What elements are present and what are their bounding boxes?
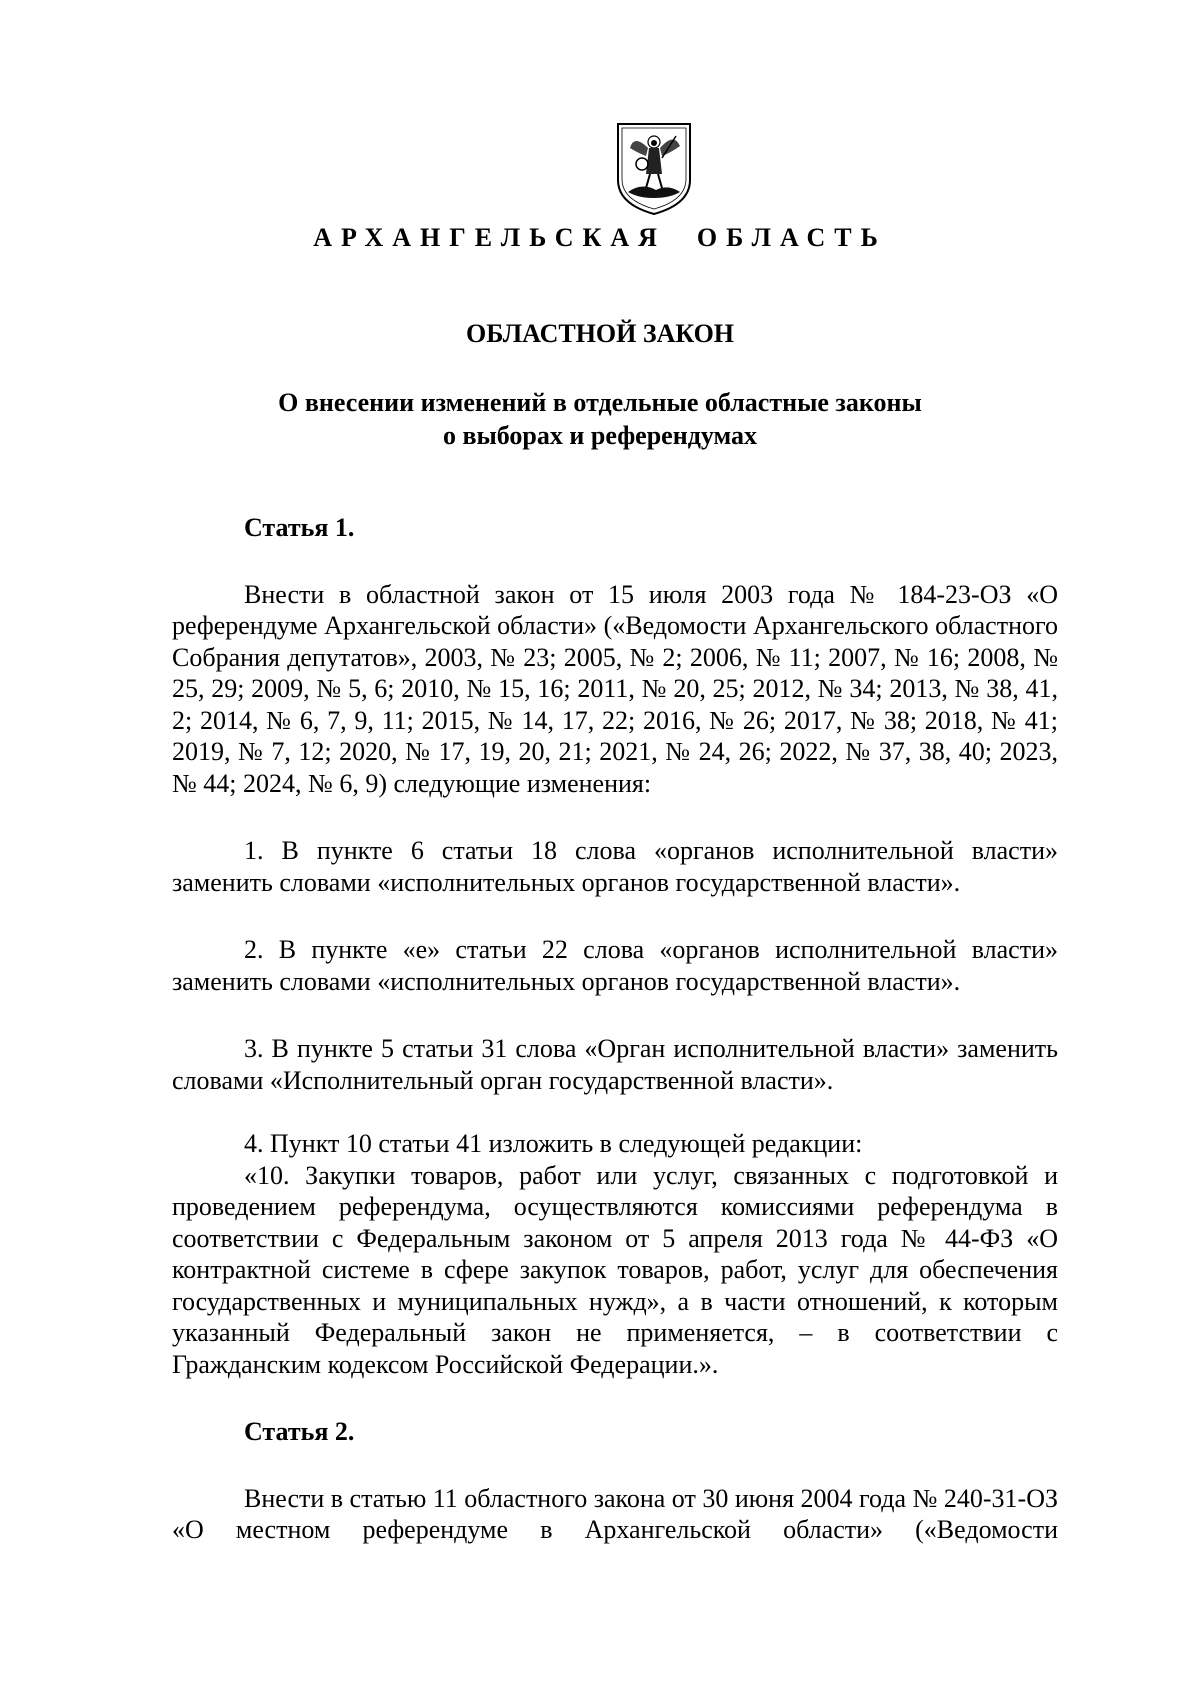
article-1-heading: Статья 1. <box>244 513 355 542</box>
article-1-item-4-text: «10. Закупки товаров, работ или услуг, связанных с подготовкой и проведением референдума, осуществляются комиссиями референдума в соответствии с Федеральным законом от 5 апреля 2013 года № 44-ФЗ «О контрактной системе в сфере закупок товаров, работ, услуг для обеспечения государственных и муниципальных нужд», а в части отношений, к которым указанный Федеральный закон не применяется, – в соответствии с Гражданским кодексом Российской Федерации.». <box>172 1160 1058 1379</box>
document-type: ОБЛАСТНОЙ ЗАКОН <box>465 319 735 348</box>
region-name: АРХАНГЕЛЬСКАЯ ОБЛАСТЬ <box>313 223 887 252</box>
law-title <box>0 386 1200 452</box>
archangel-coat-of-arms-icon <box>612 118 696 218</box>
article-1-intro: Внести в областной закон от 15 июля 2003 года № 184-23-ОЗ «О референдуме Архангельской области» («Ведомости Архангельского областного Собрания депутатов», 2003, № 23; 2005, № 2; 2006, № 11; 2007, № 16; 2008, № 25, 29; 2009, № 5, 6; 2010, № 15, 16; 2011, № 20, 25; 2012, № 34; 2013, № 38, 41, 2; 2014, № 6, 7, 9, 11; 2015, № 14, 17, 22; 2016, № 26; 2017, № 38; 2018, № 41; 2019, № 7, 12; 2020, № 17, 19, 20, 21; 2021, № 24, 26; 2022, № 37, 38, 40; 2023, № 44; 2024, № 6, 9) следующие изменения: <box>172 579 1058 798</box>
article-1-item-3: 3. В пункте 5 статьи 31 слова «Орган исполнительной власти» заменить словами «Исполнительный орган государственной власти». <box>172 1034 1058 1095</box>
law-title-line-1: О внесении изменений в отдельные областные законы <box>278 388 922 417</box>
article-1-item-4: 4. Пункт 10 статьи 41 изложить в следующей редакции: <box>244 1129 863 1158</box>
article-2-intro: Внести в статью 11 областного закона от 30 июня 2004 года № 240-31-ОЗ «О местном референдуме в Архангельской области» («Ведомости <box>172 1483 1058 1544</box>
article-2-heading: Статья 2. <box>244 1417 355 1446</box>
article-1-item-1: 1. В пункте 6 статьи 18 слова «органов исполнительной власти» заменить словами «исполнительных органов государственной власти». <box>172 836 1058 897</box>
document-body <box>172 512 1058 1546</box>
article-1-item-2: 2. В пункте «е» статьи 22 слова «органов исполнительной власти» заменить словами «исполнительных органов государственной власти». <box>172 935 1058 996</box>
law-title-line-2: о выборах и референдумах <box>442 421 758 450</box>
